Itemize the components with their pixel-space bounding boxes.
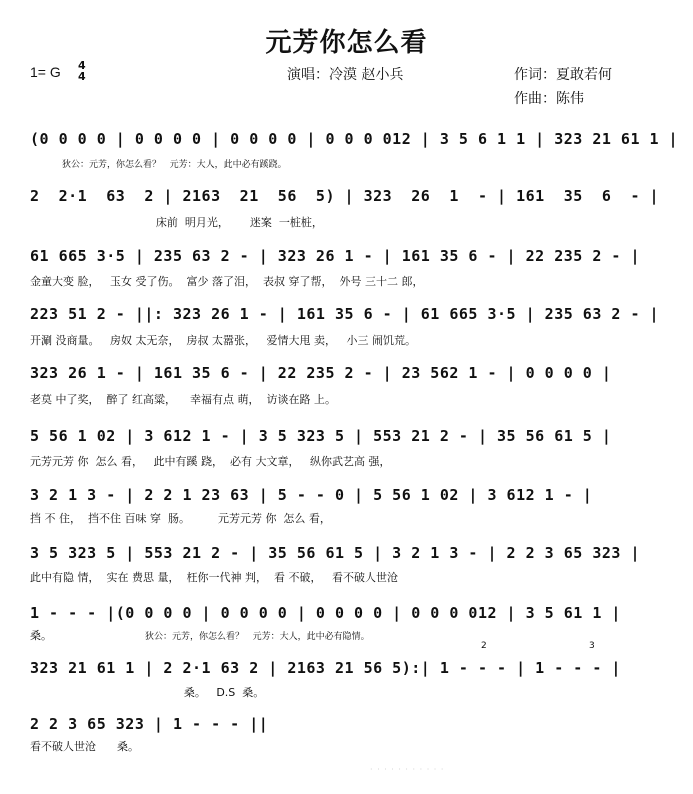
score-row-9: 1 - - - |(0 0 0 0 | 0 0 0 0 | 0 0 0 0 | 0 0 0 012 | 3 5 61 1 | — [30, 604, 621, 622]
lyric-row-7: 挡 不 住， 挡不住 百味 穿 肠。 元芳元芳 你 怎么 看， — [30, 512, 331, 525]
score-row-8: 3 5 323 5 | 553 21 2 - | 35 56 61 5 | 3 2 1 3 - | 2 2 3 65 323 | — [30, 544, 640, 562]
lyric-row-5: 老莫 中了奖， 醉了 红高粱， 幸福有点 萌， 访谈在路 上。 — [30, 393, 336, 406]
lyric-row-9: 桑。 — [30, 629, 52, 642]
watermark: · · · · · · · · · · · — [370, 765, 445, 774]
key-signature: 1= G — [30, 64, 61, 80]
lyric-row-2: 床前 明月光， 迷案 一桩桩， — [30, 216, 323, 229]
score-row-1: (0 0 0 0 | 0 0 0 0 | 0 0 0 0 | 0 0 0 012 | 3 5 6 1 1 | 323 21 61 1 | — [30, 130, 679, 148]
score-row-7: 3 2 1 3 - | 2 2 1 23 63 | 5 - - 0 | 5 56 1 02 | 3 612 1 - | — [30, 486, 593, 504]
lyric-row-10: 桑。 D.S 桑。 — [30, 686, 265, 699]
score-row-6: 5 56 1 02 | 3 612 1 - | 3 5 323 5 | 553 21 2 - | 35 56 61 5 | — [30, 427, 612, 445]
score-row-3: 61 665 3·5 | 235 63 2 - | 323 26 1 - | 161 35 6 - | 22 235 2 - | — [30, 247, 640, 265]
volta-first: 2 — [481, 641, 487, 651]
lyricist: 作词：夏敢若何 — [514, 67, 612, 83]
lyric-row-4: 开涮 没商量。 房奴 太无奈， 房叔 太嚣张， 爱情大甩 卖， 小三 闹饥荒。 — [30, 334, 416, 347]
dialogue-2: 狄公：元芳，你怎么看？ 元芳：大人，此中必有隐情。 — [145, 632, 370, 642]
score-row-4: 223 51 2 - ||: 323 26 1 - | 161 35 6 - | 61 665 3·5 | 235 63 2 - | — [30, 305, 660, 323]
score-row-11: 2 2 3 65 323 | 1 - - - || — [30, 715, 269, 733]
time-signature — [78, 60, 86, 82]
singers: 演唱：冷漠 赵小兵 — [287, 67, 404, 83]
lyric-row-6: 元芳元芳 你 怎么 看， 此中有蹊 跷， 必有 大文章， 纵你武艺高 强， — [30, 455, 391, 468]
lyric-row-8: 此中有隐 情， 实在 费思 量， 枉你一代神 判， 看 不破， 看不破人世沧 — [30, 571, 398, 584]
meter-denominator: 4 — [78, 70, 86, 83]
score-row-2: 2 2·1 63 2 | 2163 21 56 5) | 323 26 1 - | 161 35 6 - | — [30, 187, 660, 205]
composer: 作曲：陈伟 — [514, 91, 584, 107]
song-title: 元芳你怎么看 — [265, 28, 428, 58]
score-row-5: 323 26 1 - | 161 35 6 - | 22 235 2 - | 23 562 1 - | 0 0 0 0 | — [30, 364, 612, 382]
lyric-row-11: 看不破人世沧 桑。 — [30, 740, 139, 753]
meter-numerator: 4 — [78, 59, 86, 72]
lyric-row-3: 金童大变 脸， 玉女 受了伤。 富少 落了泪， 表叔 穿了帮， 外号 三十二 郎， — [30, 275, 424, 288]
volta-second: 3 — [589, 641, 595, 651]
dialogue-1: 狄公：元芳，你怎么看？ 元芳：大人，此中必有蹊跷。 — [62, 160, 287, 170]
score-row-10: 323 21 61 1 | 2 2·1 63 2 | 2163 21 56 5):| 1 - - - | 1 - - - | — [30, 659, 621, 677]
